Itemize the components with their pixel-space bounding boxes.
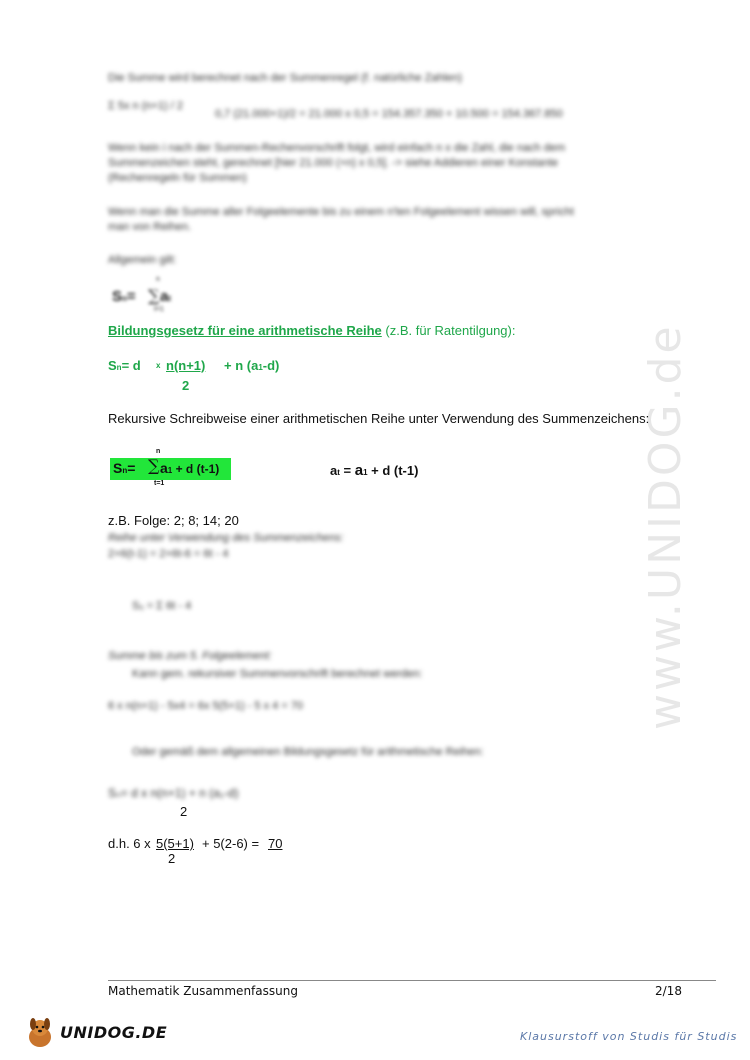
blurred-para-2c: (Rechenregeln für Summen) — [108, 172, 247, 184]
blurred-para-3b: man von Reihen. — [108, 221, 192, 233]
footer-slogan: Klausurstoff von Studis für Studis — [520, 1030, 738, 1043]
footer-page-number: 2/18 — [655, 984, 682, 998]
blurred-bullet-1: S₅ = Σ 6t - 4 — [132, 600, 192, 612]
blurred-line-1: Die Summe wird berechnet nach der Summenregel (f. natürliche Zahlen) — [108, 72, 462, 84]
blurred-para-3a: Wenn man die Summe aller Folgeelemente bis zu einem n'ten Folgeelement wissen will, spricht — [108, 206, 574, 218]
blurred-bullet-2: Kann gem. rekursiver Summenvorschrift berechnet werden: — [132, 668, 423, 680]
footer-divider — [108, 980, 716, 981]
blurred-calc-3: Sₙ= d x n(n+1) + n (a₁-d) — [108, 786, 239, 800]
sn-general-formula: Sn= n ∑ t=1 at — [112, 276, 172, 313]
blurred-bullet-3: Oder gemäß dem allgemeinen Bildungsgesetz für arithmetische Reihen: — [132, 746, 484, 758]
rekursiv-text: Rekursive Schreibweise einer arithmetischen Reihe unter Verwendung des Summenzeichens: — [108, 411, 650, 426]
blurred-calc-2: 6 x n(n+1) - 5x4 = 6x 5(5+1) - 5 x 4 = 70 — [108, 700, 304, 712]
blurred-italic-1: Reihe unter Verwendung des Summenzeichens: — [108, 532, 344, 544]
dh-calculation: d.h. 6 x 5(5+1) + 5(2-6) = 70 2 — [108, 836, 283, 866]
calc3-denominator: 2 — [180, 804, 188, 819]
footer-title: Mathematik Zusammenfassung — [108, 984, 298, 998]
blurred-calc-1: 2+6(t-1) = 2+6t-6 = 6t - 4 — [108, 548, 229, 560]
formula-highlighted: n Sn= ∑ a1 + d (t-1) t=1 — [110, 448, 350, 490]
blurred-formula-1-right: 0,7 (21.000+1)/2 = 21.000 x 0,5 = 154.357.350 + 10.500 = 154.367.850 — [215, 108, 563, 120]
heading-arith-reihe — [108, 323, 515, 338]
heading-paren: (z.B. für Ratentilgung): — [385, 323, 516, 338]
logo-text: UNIDOG.DE — [60, 1023, 168, 1042]
blurred-para-2b: Summenzeichen steht, gerechnet [hier 21.000 (+n) x 0,5]. -> siehe Addieren einer Konstante — [108, 157, 559, 169]
watermark: www.UNIDOG.de — [640, 323, 691, 730]
blurred-allg: Allgemein gilt: — [108, 254, 177, 266]
formula-green: Sn= d x n(n+1) + n (a1-d) 2 — [108, 358, 280, 393]
unidog-logo[interactable] — [22, 1015, 168, 1051]
blurred-para-2a: Wenn kein i nach der Summen-Rechenvorschrift folgt, wird einfach n x die Zahl, die nach dem — [108, 142, 566, 154]
formula-at: at = a1 + d (t-1) — [330, 462, 419, 479]
blurred-italic-2: Summe bis zum 5. Folgeelement: — [108, 650, 272, 662]
folge-example: z.B. Folge: 2; 8; 14; 20 — [108, 513, 239, 528]
heading-main: Bildungsgesetz für eine arithmetische Reihe — [108, 323, 382, 338]
blurred-formula-1: Σ 5x n (n+1) / 2 — [108, 100, 183, 112]
dog-icon — [22, 1015, 58, 1051]
